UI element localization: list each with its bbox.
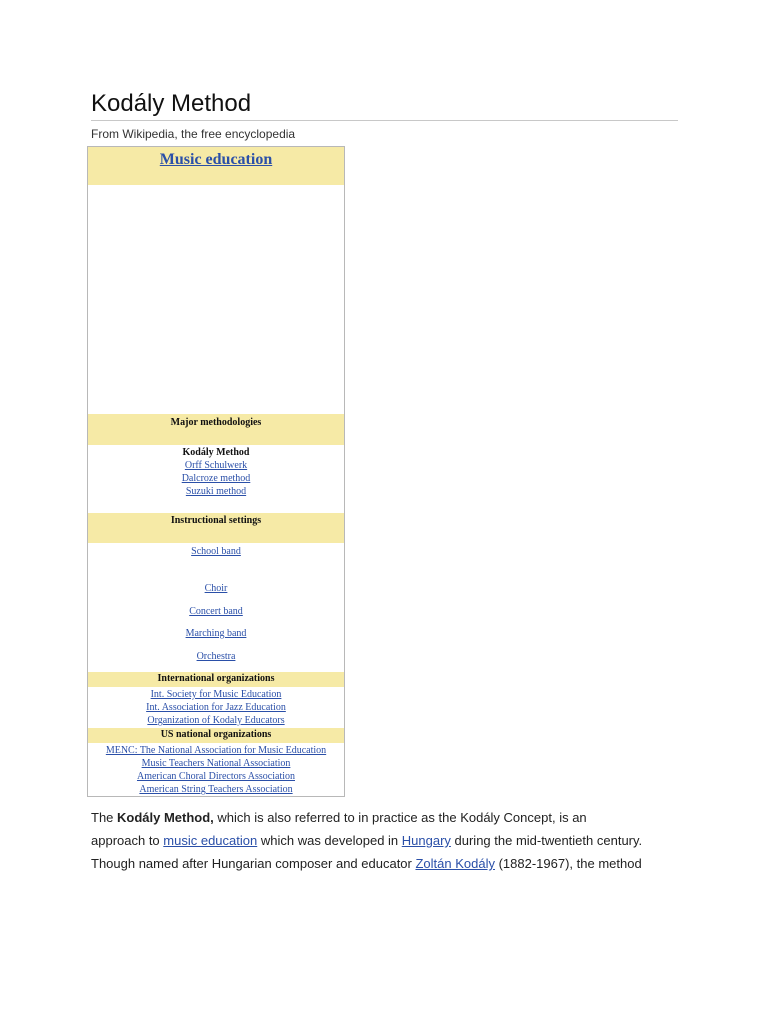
music-education-link[interactable]: music education — [163, 833, 258, 848]
infobox-image-area — [88, 185, 344, 414]
org-link-oake[interactable]: Organization of Kodaly Educators — [147, 715, 285, 726]
bold-term: Kodály Method, — [117, 810, 214, 825]
methodologies-list — [88, 446, 344, 498]
method-link-suzuki[interactable]: Suzuki method — [185, 486, 247, 497]
infobox-title-link[interactable]: Music education — [159, 151, 273, 168]
hungary-link[interactable]: Hungary — [401, 833, 451, 848]
methodologies-heading: Major methodologies — [88, 414, 344, 445]
infobox — [87, 146, 345, 797]
setting-link-choir[interactable]: Choir — [204, 583, 228, 594]
page-tagline: From Wikipedia, the free encyclopedia — [91, 127, 296, 141]
international-list — [88, 688, 344, 727]
current-method-label: Kodály Method — [182, 447, 250, 458]
international-heading: International organizations — [88, 672, 344, 687]
setting-link-orchestra[interactable]: Orchestra — [196, 651, 236, 662]
title-divider — [91, 120, 678, 121]
us-list — [88, 744, 344, 796]
us-heading: US national organizations — [88, 728, 344, 743]
method-link-dalcroze[interactable]: Dalcroze method — [181, 473, 251, 484]
article-body — [91, 806, 691, 875]
settings-heading: Instructional settings — [88, 513, 344, 543]
org-link-mtna[interactable]: Music Teachers National Association — [141, 758, 291, 769]
org-link-acda[interactable]: American Choral Directors Association — [136, 771, 295, 782]
body-line-3: Though named after Hungarian composer and educator Zoltán Kodály (1882-1967), the method — [91, 856, 642, 871]
setting-link-marching-band[interactable]: Marching band — [185, 628, 247, 639]
page-title: Kodály Method — [91, 90, 252, 117]
org-link-menc[interactable]: MENC: The National Association for Music Education — [105, 745, 327, 756]
org-link-isme[interactable]: Int. Society for Music Education — [150, 689, 282, 700]
org-link-iaje[interactable]: Int. Association for Jazz Education — [146, 702, 286, 713]
org-link-asta[interactable]: American String Teachers Association — [139, 784, 293, 795]
zoltan-kodaly-link[interactable]: Zoltán Kodály — [415, 856, 495, 871]
setting-link-school-band[interactable]: School band — [191, 546, 241, 557]
body-line-2: approach to music education which was developed in Hungary during the mid-twentieth century. — [91, 833, 643, 848]
body-line-1: The Kodály Method, which is also referred to in practice as the Kodály Concept, is an — [91, 810, 587, 825]
method-link-orff[interactable]: Orff Schulwerk — [184, 460, 248, 471]
setting-link-concert-band[interactable]: Concert band — [189, 606, 243, 617]
infobox-title-band — [88, 147, 344, 185]
